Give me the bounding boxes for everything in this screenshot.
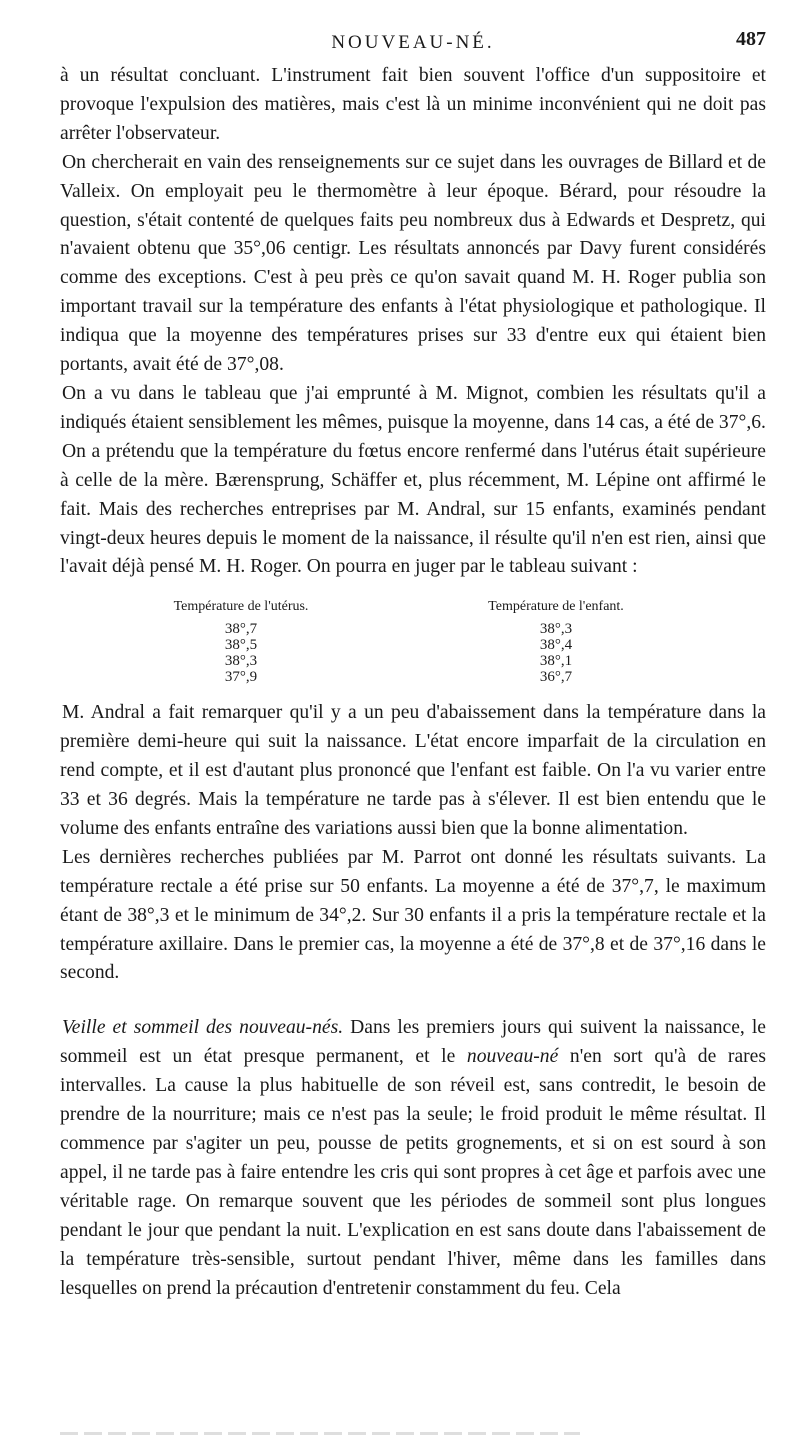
- paragraph-7: [60, 1014, 766, 1303]
- uterus-column-header: Température de l'utérus.: [173, 599, 309, 615]
- page-number: 487: [736, 28, 766, 50]
- paragraph-7-text-a: Dans les premiers jours qui suivent la naissance, le sommeil est un état presque permanent, et le: [60, 1017, 766, 1068]
- paragraph-2: On chercherait en vain des renseignements sur ce sujet dans les ouvrages de Billard et de Valleix. On employait peu le thermomètre à leur époque. Bérard, pour résoudre la question, s'était contenté de quelques faits peu nombreux dus à Edwards et Despretz, qui n'avaient obtenu que 35°,06 centigr. Les résultats annoncés par Davy furent considérés comme des exceptions. C'est à peu près ce qu'on savait quand M. H. Roger publia son important travail sur la température des enfants à l'état physiologique et pathologique. Il indiqua que la moyenne des températures prises sur 33 d'entre eux qui étaient bien portants, avait été de 37°,08.: [60, 151, 766, 376]
- uterus-column: [146, 598, 336, 685]
- temperature-table: [60, 598, 766, 685]
- page-header: [60, 28, 766, 62]
- child-value: 38°,3: [539, 621, 573, 638]
- section-title: Veille et sommeil des nouveau-nés.: [62, 1017, 344, 1039]
- section-gap: [60, 988, 766, 1014]
- paragraph-7-text-b: n'en sort qu'à de rares intervalles. La cause la plus habituelle de son réveil est, sans contredit, le besoin de prendre de la nourriture; mais ce n'est pas la seule; le froid produit le même résultat. Il commence par s'agiter un peu, pousse de petits grognements, et si on est sourd à son appel, il ne tarde pas à faire entendre les cris qui sont propres à cet âge et parfois avec une véritable rage. On remarque souvent que les périodes de sommeil sont plus longues pendant le jour que pendant la nuit. L'explication en est sans doute dans l'abaissement de la température très-sensible, surtout pendant l'hiver, même dans les familles dans lesquelles on prend la précaution d'entretenir constamment du feu. Cela: [60, 1046, 766, 1299]
- child-column-header: Température de l'enfant.: [488, 599, 624, 615]
- paragraph-4: On a prétendu que la température du fœtus encore renfermé dans l'utérus était supérieure à celle de la mère. Bærensprung, Schäffer et, plus récemment, M. Lépine ont affirmé le fait. Mais des recherches entreprises par M. Andral, sur 15 enfants, examinés pendant vingt-deux heures depuis le moment de la naissance, il résulte qu'il n'en est rien, ainsi que l'avait déjà pensé M. H. Roger. On pourra en juger par le tableau suivant :: [60, 440, 766, 578]
- body-text-continued: [60, 699, 766, 1303]
- paragraph-1: à un résultat concluant. L'instrument fait bien souvent l'office d'un suppositoire et provoque l'expulsion des matières, mais c'est là un minime inconvénient qui ne doit pas arrêter l'observateur.: [60, 65, 766, 144]
- running-title: NOUVEAU-NÉ.: [331, 32, 495, 53]
- child-value: 38°,1: [539, 653, 573, 670]
- paragraph-3: On a vu dans le tableau que j'ai emprunté à M. Mignot, combien les résultats qu'il a indiqués étaient sensiblement les mêmes, puisque la moyenne, dans 14 cas, a été de 37°,6.: [60, 382, 766, 433]
- uterus-value: 37°,9: [224, 669, 258, 686]
- paragraph-5: M. Andral a fait remarquer qu'il y a un peu d'abaissement dans la température dans la première demi-heure qui suit la naissance. L'état encore imparfait de la circulation en rend compte, et il est d'autant plus prononcé que l'enfant est faible. On l'a vu varier entre 33 et 36 degrés. Mais la température ne tarde pas à s'élever. Il est bien entendu que le volume des enfants entraîne des variations aussi bien que la bonne alimentation.: [60, 702, 766, 839]
- document-page: [60, 28, 766, 1303]
- uterus-value: 38°,3: [224, 653, 258, 670]
- uterus-value: 38°,5: [224, 637, 258, 654]
- child-value: 36°,7: [539, 669, 573, 686]
- child-column: [466, 598, 646, 685]
- child-value: 38°,4: [539, 637, 573, 654]
- paragraph-6: Les dernières recherches publiées par M. Parrot ont donné les résultats suivants. La température rectale a été prise sur 50 enfants. La moyenne a été de 37°,7, le maximum étant de 38°,3 et le minimum de 34°,2. Sur 30 enfants il a pris la température rectale et la température axillaire. Dans le premier cas, la moyenne a été de 37°,8 et de 37°,16 dans le second.: [60, 846, 766, 984]
- bleed-through-artifact: [60, 1432, 580, 1435]
- uterus-value: 38°,7: [224, 621, 258, 638]
- body-text: [60, 62, 766, 582]
- paragraph-7-italic-term: nouveau-né: [466, 1046, 559, 1068]
